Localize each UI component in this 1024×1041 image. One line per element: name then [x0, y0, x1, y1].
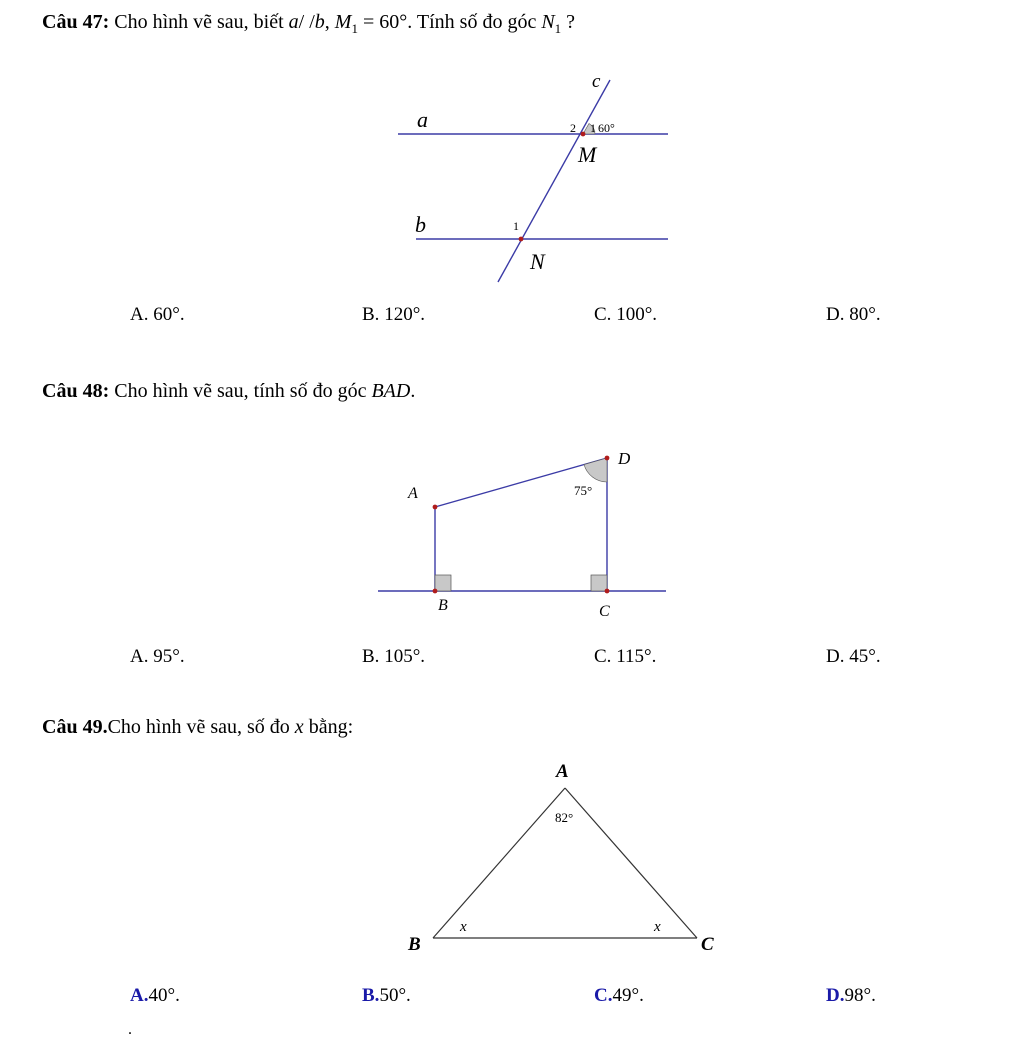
variable-x: x — [294, 716, 304, 738]
label-angle-d: 75° — [574, 483, 593, 498]
figure-48 — [370, 440, 680, 630]
condition-line-a: a — [288, 11, 299, 33]
point-d-dot — [605, 456, 610, 461]
question-48-text-before: Cho hình vẽ sau, tính số đo góc — [114, 380, 367, 402]
point-a-dot — [433, 505, 438, 510]
label-angle-b: x — [460, 919, 467, 935]
point-m-dot — [581, 132, 586, 137]
question-48-title — [42, 381, 415, 401]
label-angle-c: x — [654, 919, 661, 935]
label-point-a: A — [408, 485, 418, 502]
q49-option-b[interactable]: B.50°. — [362, 985, 411, 1006]
q47-option-a[interactable]: A. 60°. — [130, 304, 185, 325]
q49-option-c[interactable]: C.49°. — [594, 985, 644, 1006]
label-angle-n1: 1 — [513, 219, 519, 233]
side-ab — [433, 788, 565, 938]
q48-option-b[interactable]: B. 105°. — [362, 646, 426, 667]
q47-option-d[interactable]: D. 80°. — [826, 304, 881, 325]
question-48-label: Câu 48: — [42, 380, 110, 402]
label-point-b: B — [408, 934, 421, 955]
angle-d-shade — [584, 458, 607, 482]
target-angle-base: N — [541, 11, 555, 33]
question-49-text-before: Cho hình vẽ sau, số đo — [107, 716, 290, 738]
condition-value: = 60° — [362, 11, 408, 33]
label-point-c: C — [701, 934, 714, 955]
q48-option-d[interactable]: D. 45°. — [826, 646, 881, 667]
label-angle-value: 60° — [598, 121, 615, 135]
right-angle-b — [435, 575, 451, 591]
label-point-d: D — [618, 449, 631, 468]
trailing-period: . — [128, 1021, 132, 1038]
label-point-b: B — [438, 597, 448, 614]
target-angle-sub: 1 — [554, 21, 562, 36]
point-c-dot — [605, 589, 610, 594]
q47-option-b[interactable]: B. 120°. — [362, 304, 426, 325]
label-line-c: c — [592, 71, 601, 92]
condition-line-b: b — [314, 11, 325, 33]
q48-option-c[interactable]: C. 115°. — [594, 646, 657, 667]
question-49-text-end: bằng: — [308, 716, 354, 738]
label-line-a: a — [417, 107, 428, 132]
right-angle-c — [591, 575, 607, 591]
label-line-b: b — [415, 212, 426, 237]
q47-option-c[interactable]: C. 100°. — [594, 304, 658, 325]
line-c — [498, 80, 610, 282]
point-n-dot — [519, 237, 524, 242]
label-point-a: A — [556, 761, 569, 782]
parallel-symbol: / / — [298, 11, 315, 33]
point-b-dot — [433, 589, 438, 594]
label-point-c: C — [599, 603, 610, 620]
q49-option-a[interactable]: A.40°. — [130, 985, 180, 1006]
question-47-title: Câu 47: Cho hình vẽ sau, biết a/ /b, $M_1 = 60^\circ$. Tính số đo góc $N_1$ ? — [42, 11, 576, 36]
q48-option-a[interactable]: A. 95°. — [130, 646, 185, 667]
question-47-text-middle: . Tính số đo góc — [407, 11, 537, 33]
condition-angle-sub: 1 — [351, 21, 358, 36]
target-angle-bad: BAD — [371, 380, 411, 402]
side-ac — [565, 788, 697, 938]
question-47-label: Câu 47: — [42, 11, 110, 33]
figure-47 — [380, 60, 680, 290]
q49-option-d[interactable]: D.98°. — [826, 985, 876, 1006]
question-48-text-end: . — [410, 380, 416, 402]
figure-49 — [400, 755, 730, 965]
question-49-title — [42, 717, 353, 737]
question-47-text-before: Cho hình vẽ sau, biết — [114, 11, 284, 33]
label-angle-m2: 2 — [570, 121, 576, 135]
question-49-label: Câu 49. — [42, 716, 108, 738]
condition-angle-base: M — [334, 11, 352, 33]
label-angle-a: 82° — [555, 810, 574, 825]
label-point-m: M — [578, 142, 597, 167]
label-angle-m1: 1 — [590, 121, 596, 135]
question-47-text-end: ? — [566, 11, 576, 33]
label-point-n: N — [530, 249, 545, 274]
